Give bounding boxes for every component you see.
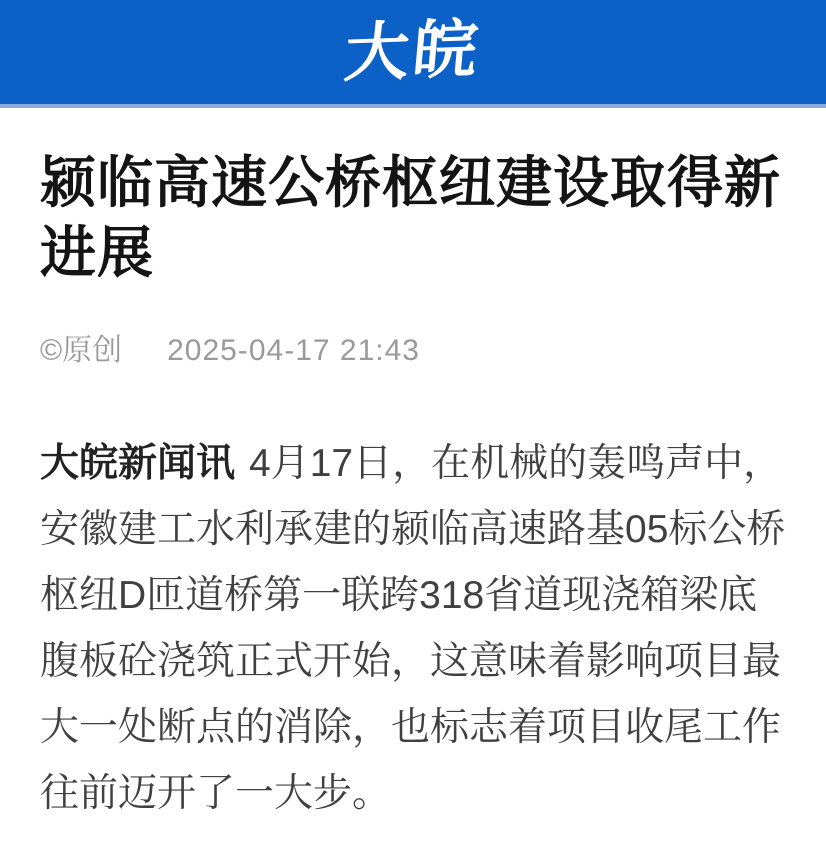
article-title: 颍临高速公桥枢纽建设取得新进展 bbox=[40, 151, 781, 284]
publish-timestamp: 2025-04-17 21:43 bbox=[167, 334, 420, 367]
article-meta bbox=[40, 331, 786, 371]
article-lead: 大皖新闻讯 bbox=[40, 442, 236, 485]
origin-label: ©原创 bbox=[40, 334, 123, 367]
brand-logo[interactable]: 大皖 bbox=[341, 11, 485, 92]
article-paragraph bbox=[40, 431, 786, 827]
article bbox=[0, 148, 826, 827]
article-body-text: 4月17日，在机械的轰鸣声中，安徽建工水利承建的颍临高速路基05标公桥枢纽D匝道桥第一联跨318省道现浇箱梁底腹板砼浇筑正式开始，这意味着影响项目最大一处断点的消除，也标志着项目收尾工作往前迈开了一大步。 bbox=[40, 442, 786, 815]
app-header bbox=[0, 0, 826, 108]
